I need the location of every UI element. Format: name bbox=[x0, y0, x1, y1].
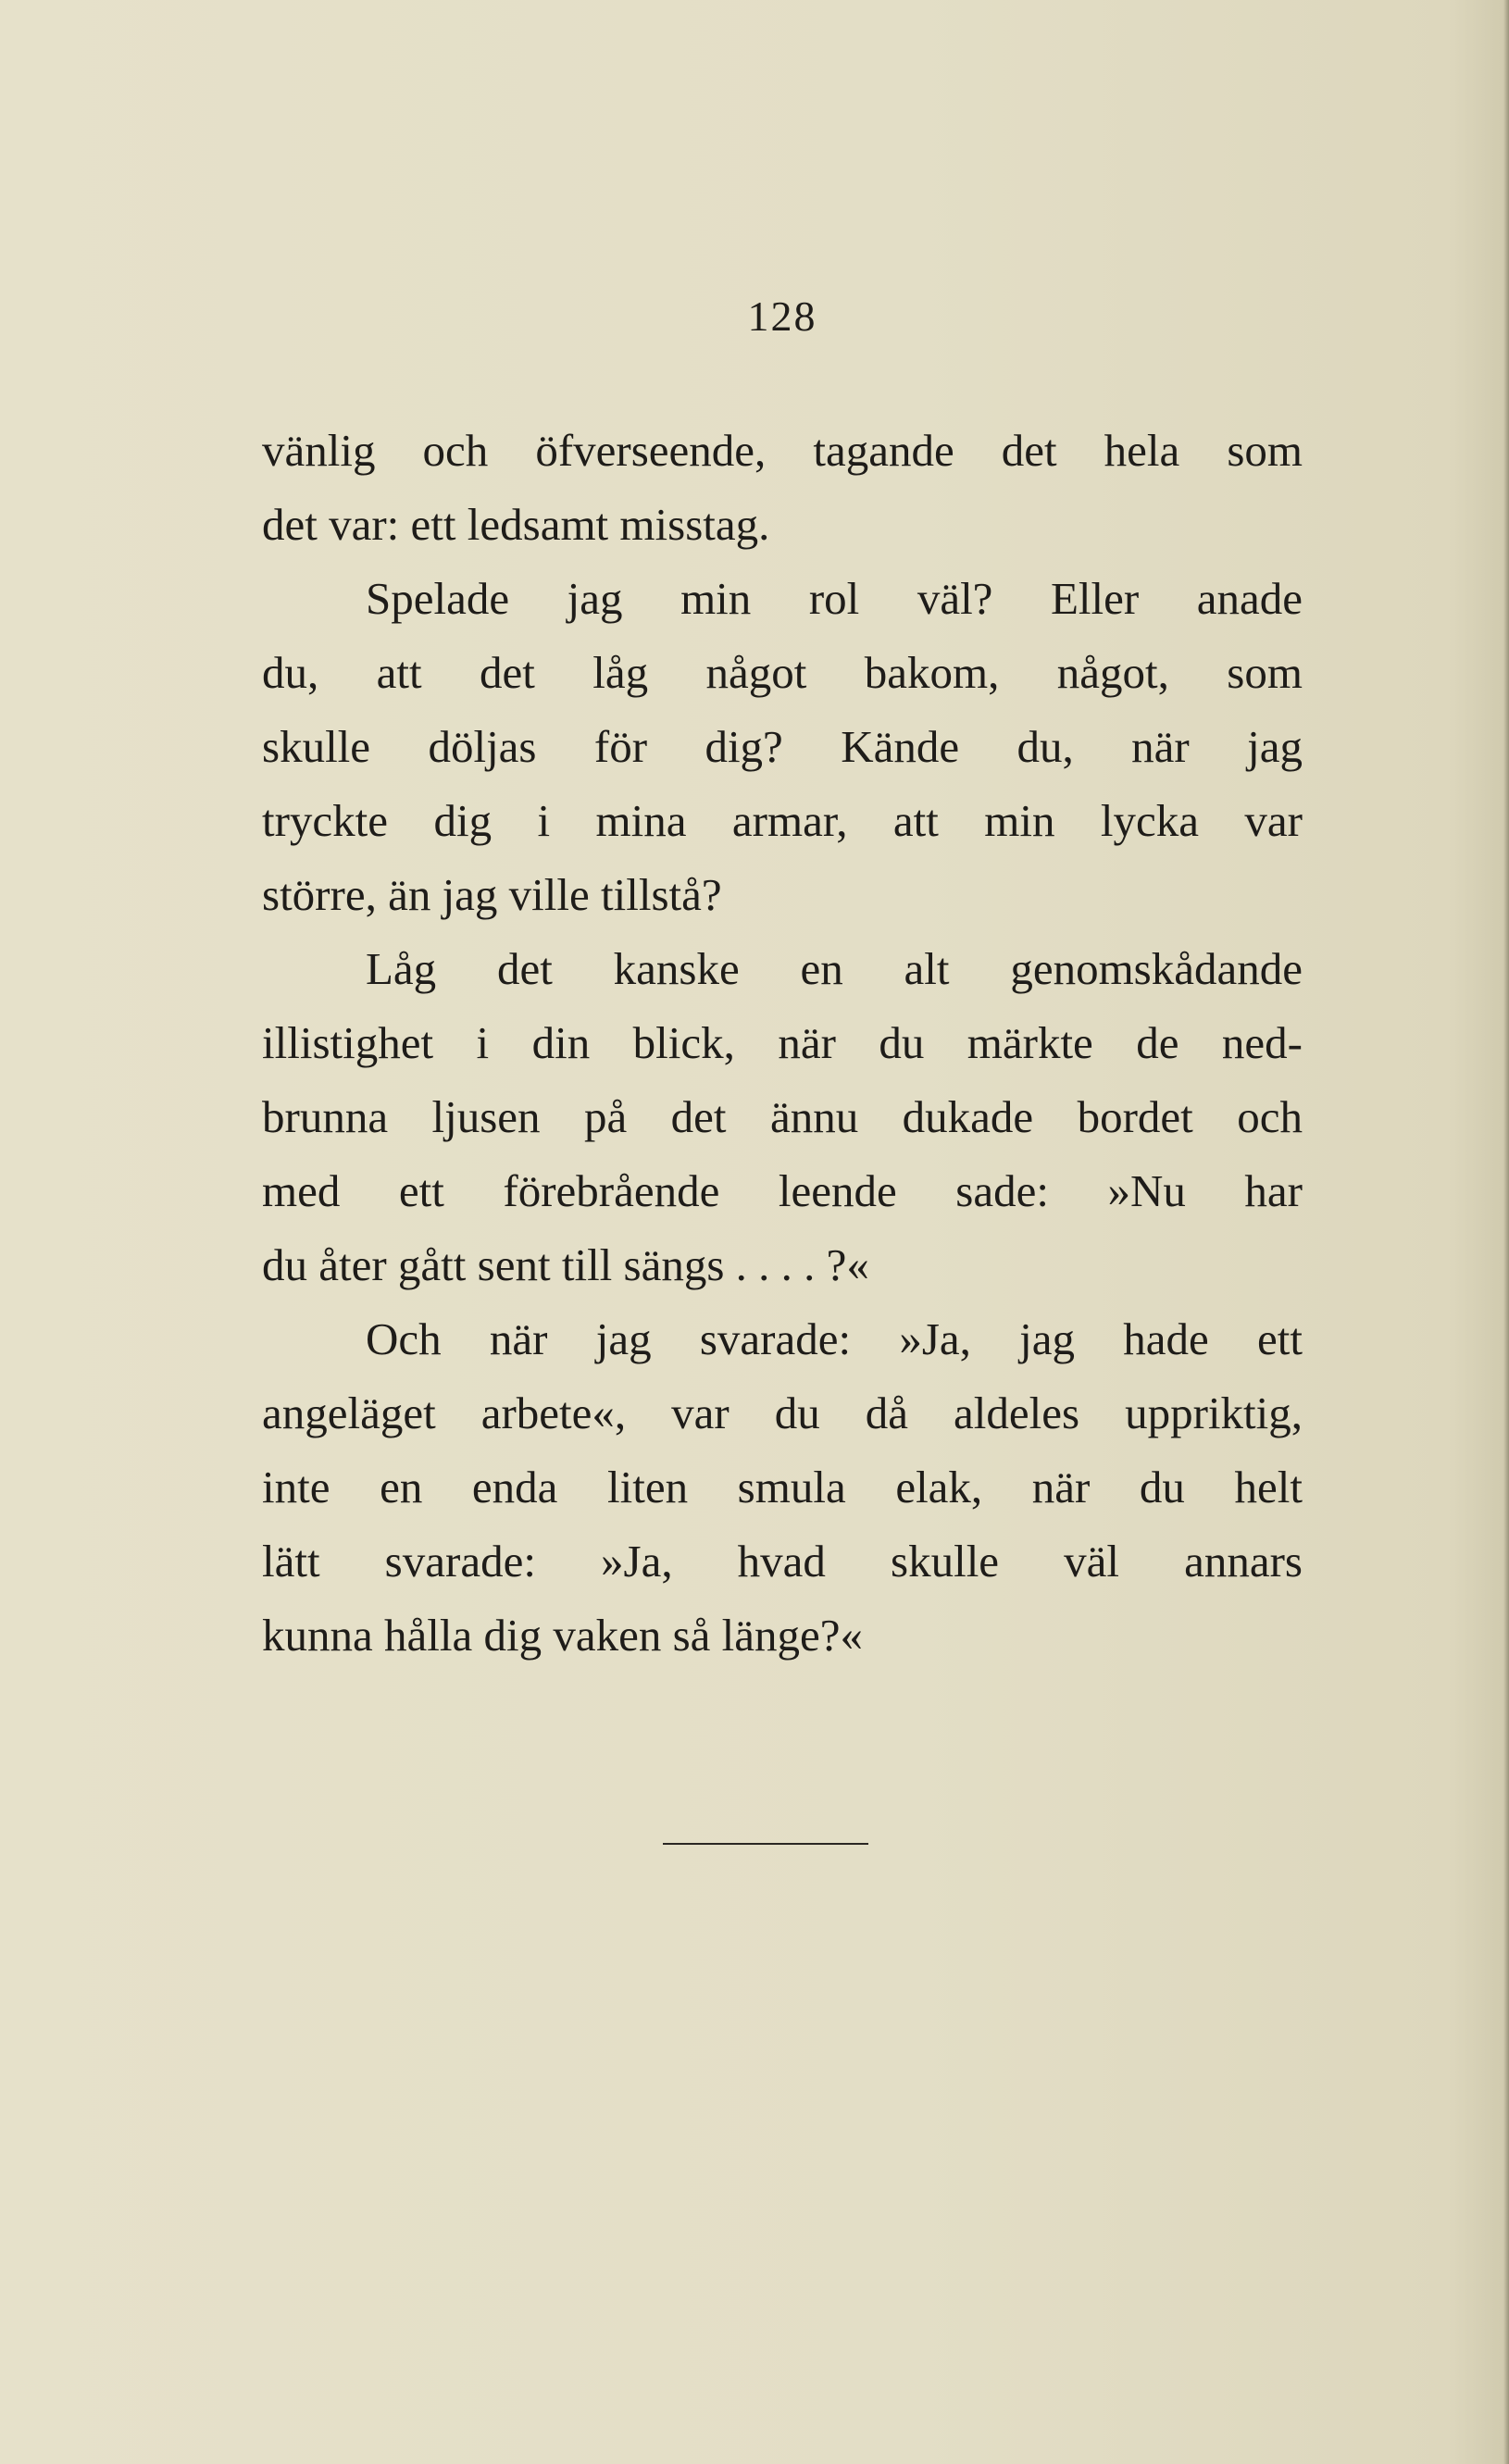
text-line: Och när jag svarade: »Ja, jag hade ett bbox=[366, 1313, 1303, 1364]
body-text bbox=[262, 414, 1303, 1673]
text-line: lätt svarade: »Ja, hvad skulle väl annars bbox=[262, 1536, 1303, 1587]
text-line: vänlig och öfverseende, tagande det hela som bbox=[262, 425, 1303, 476]
text-line: angeläget arbete«, var du då aldeles uppriktig, bbox=[262, 1388, 1303, 1438]
text-line: du åter gått sent till sängs . . . . ?« bbox=[262, 1239, 869, 1290]
text-line: skulle döljas för dig? Kände du, när jag bbox=[262, 721, 1303, 772]
page-number: 128 bbox=[747, 292, 817, 340]
text-line: Spelade jag min rol väl? Eller anade bbox=[366, 573, 1303, 624]
text-line: Låg det kanske en alt genomskådande bbox=[366, 943, 1303, 994]
text-line: större, än jag ville tillstå? bbox=[262, 869, 722, 920]
section-end-rule bbox=[663, 1843, 868, 1845]
text-line: med ett förebrående leende sade: »Nu har bbox=[262, 1165, 1303, 1216]
page-edge-shadow bbox=[1503, 0, 1509, 2464]
text-line: du, att det låg något bakom, något, som bbox=[262, 647, 1303, 698]
text-line: brunna ljusen på det ännu dukade bordet och bbox=[262, 1091, 1303, 1142]
text-line: tryckte dig i mina armar, att min lycka var bbox=[262, 795, 1303, 846]
text-line: kunna hålla dig vaken så länge?« bbox=[262, 1610, 864, 1661]
text-line: det var: ett ledsamt misstag. bbox=[262, 499, 770, 550]
text-line: illistighet i din blick, när du märkte de ned- bbox=[262, 1017, 1303, 1068]
text-line: inte en enda liten smula elak, när du helt bbox=[262, 1462, 1303, 1512]
